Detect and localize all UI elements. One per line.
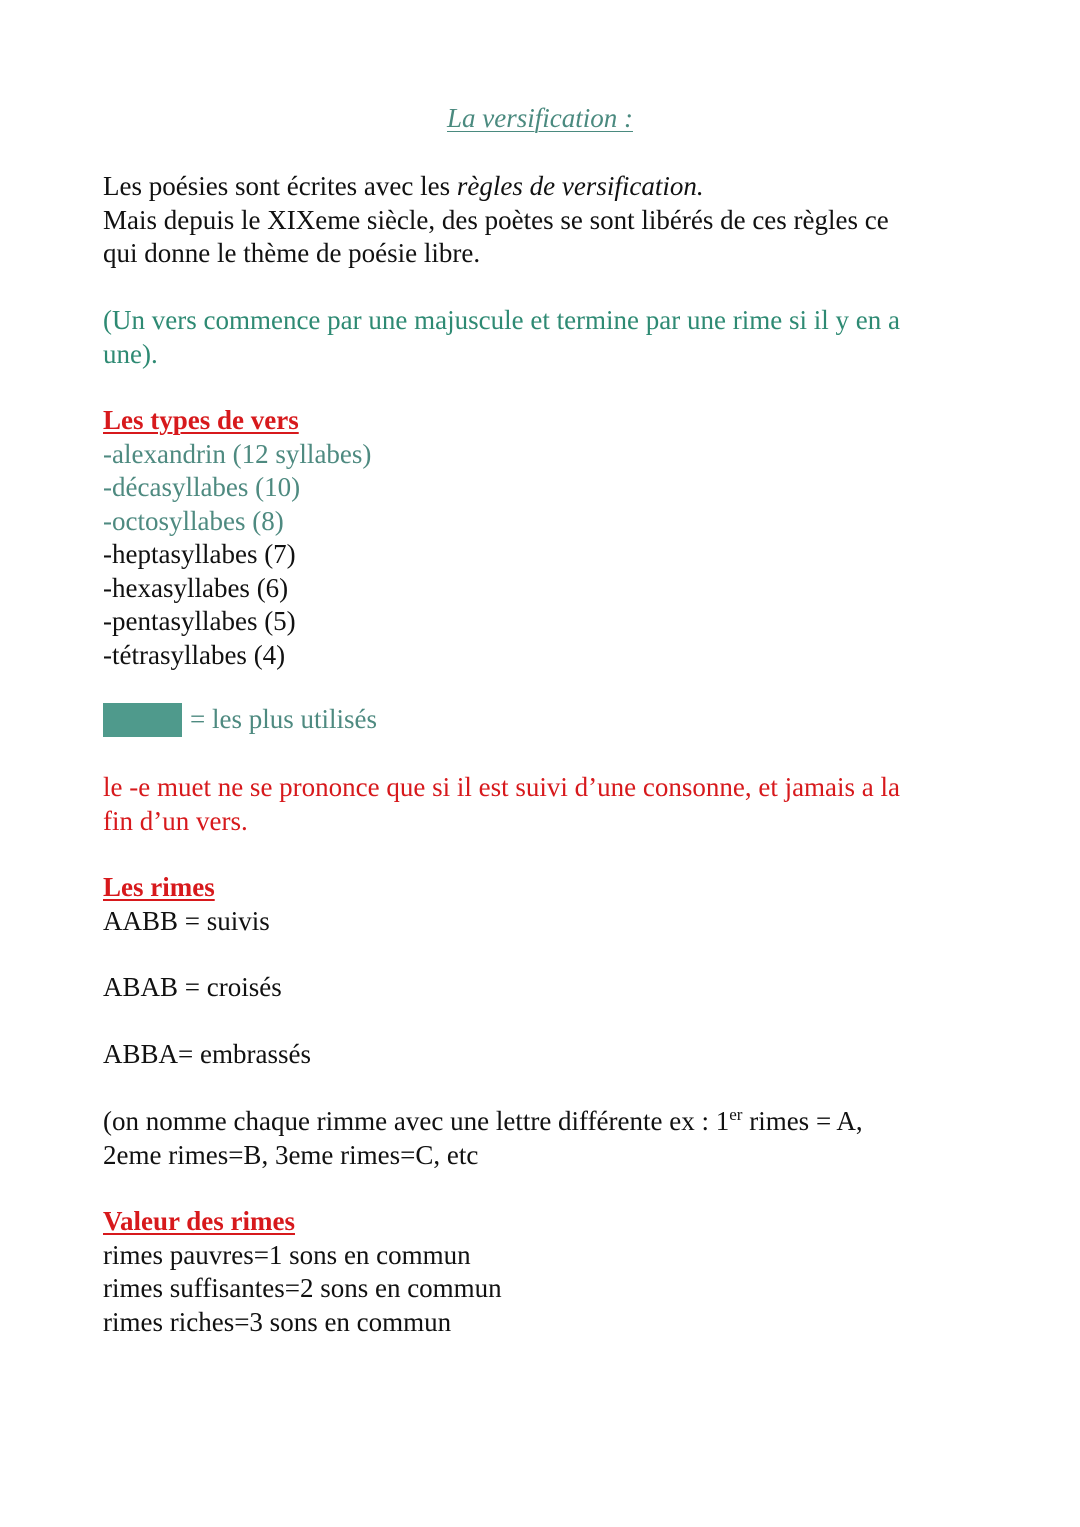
naming-line-1: (on nomme chaque rimme avec une lettre différente ex : 1er rimes = A, — [103, 1105, 863, 1136]
rime-item-block — [103, 1038, 973, 1072]
verse-types-section — [103, 404, 973, 672]
rime-item: AABB = suivis — [103, 905, 270, 936]
naming-line-2: 2eme rimes=B, 3eme rimes=C, etc — [103, 1139, 479, 1170]
valeur-heading: Valeur des rimes — [103, 1206, 295, 1236]
valeur-item: rimes riches=3 sons en commun — [103, 1306, 452, 1337]
valeur-item: rimes suffisantes=2 sons en commun — [103, 1273, 502, 1303]
e-muet-line-2: fin d’un vers. — [103, 805, 248, 836]
intro-line-3: qui donne le thème de poésie libre. — [103, 238, 481, 268]
rime-item-block — [103, 971, 973, 1005]
verse-type-item: -alexandrin (12 syllabes) — [103, 438, 372, 469]
verse-type-item: -pentasyllabes (5) — [103, 606, 296, 636]
verse-type-item: -heptasyllabes (7) — [103, 539, 296, 569]
intro-line-2: Mais depuis le XIXeme siècle, des poètes se sont libérés de ces règles ce — [103, 204, 889, 235]
highlight-legend — [103, 703, 377, 737]
rimes-heading: Les rimes — [103, 872, 215, 902]
page-title: La versification : — [447, 103, 633, 133]
rime-naming-note — [103, 1105, 973, 1172]
e-muet-line-1: le -e muet ne se prononce que si il est suivi d’une consonne, et jamais a la — [103, 772, 901, 802]
valeur-item: rimes pauvres=1 sons en commun — [103, 1239, 471, 1270]
verse-type-item: -tétrasyllabes (4) — [103, 639, 286, 670]
verse-note — [103, 304, 973, 371]
intro-emphasis: règles de versification. — [456, 171, 704, 201]
rime-item: ABAB = croisés — [103, 972, 282, 1002]
rime-item: ABBA= embrassés — [103, 1039, 311, 1069]
legend-label: = les plus utilisés — [190, 704, 377, 735]
intro-line-1: Les poésies sont écrites avec les règles de versification. — [103, 171, 704, 201]
verse-type-item: -hexasyllabes (6) — [103, 572, 289, 603]
verse-type-item: -octosyllabes (8) — [103, 505, 284, 536]
legend-swatch — [103, 703, 182, 737]
rimes-section — [103, 871, 973, 938]
e-muet-rule — [103, 771, 973, 838]
intro-paragraph — [103, 170, 973, 271]
verse-type-item: -décasyllabes (10) — [103, 472, 301, 502]
verse-types-heading: Les types de vers — [103, 405, 299, 435]
note-line-2: une). — [103, 338, 158, 369]
valeur-section — [103, 1205, 973, 1339]
note-line-1: (Un vers commence par une majuscule et termine par une rime si il y en a — [103, 305, 900, 335]
